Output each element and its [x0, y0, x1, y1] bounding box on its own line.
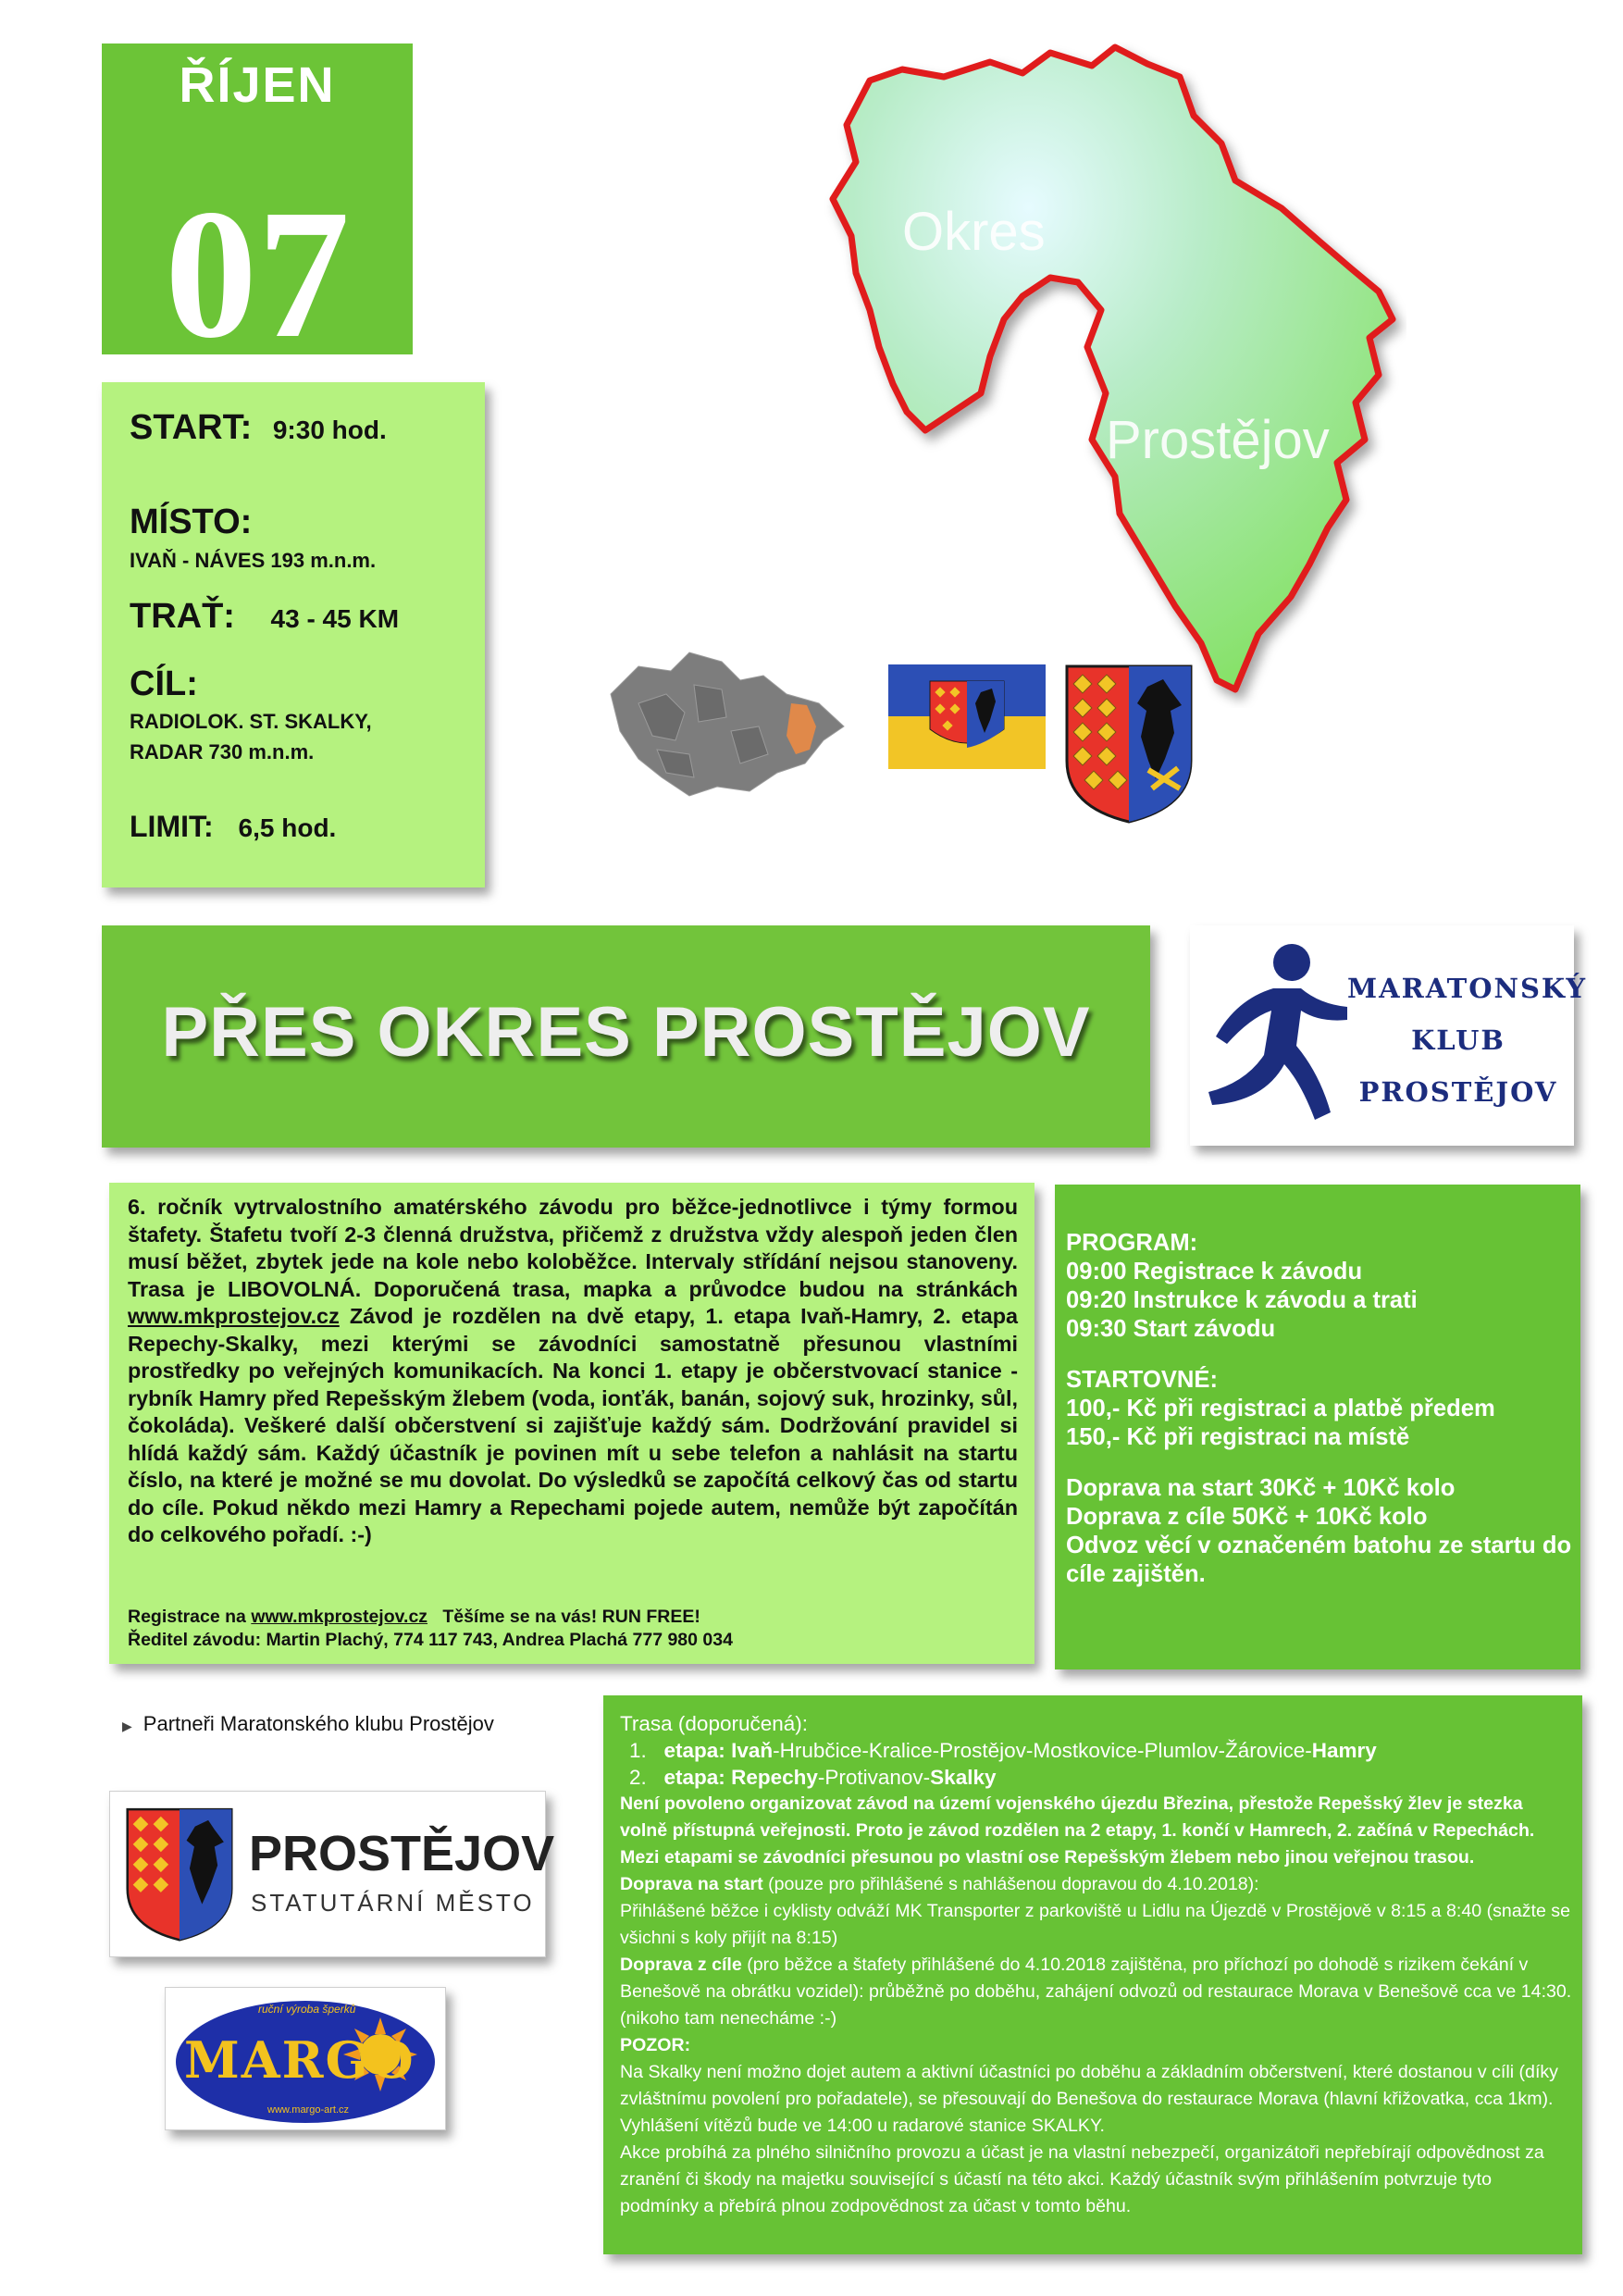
warning-text: Na Skalky není možno dojet autem a aktivní účastníci po doběhu a základním občerstvení, které dostanou v cíli (díky zvláštnímu povolení pro pořadatele), se přesouvají do Benešova do restaurace Morava (hlavní křižovatka, cca 1km). Vyhlášení vítězů bude ve 14:00 u radarové stanice SKALKY.	[620, 2062, 1558, 2136]
route-stage-2	[620, 1764, 1573, 1791]
finish-line-2: RADAR 730 m.n.m.	[130, 740, 315, 763]
description-box	[109, 1183, 1035, 1664]
city-coat-of-arms-icon	[121, 1803, 238, 1943]
route-box	[603, 1695, 1582, 2254]
disclaimer-text: Akce probíhá za plného silničního provozu a účast je na vlastní nebezpečí, organizátoři nepřebírají odpovědnost za zranění či škody na majetku související s účastí na této akci. Každý účastník svým přihlášením potvrzuje tyto podmínky a přebírá plnou zodpovědnost za účast v tomto běhu.	[620, 2142, 1544, 2216]
start-transport-label: Doprava na start	[620, 1874, 763, 1894]
description-part-1: 6. ročník vytrvalostního amatérského závodu pro běžce-jednotlivce i týmy formou štafety. Štafetu tvoří 2-3 členná družstva, přičemž z družstva vždy alespoň jeden člen musí běžet, zbytek jede na kole nebo koloběžce. Intervaly střídání nejsou stanoveny. Trasa je LIBOVOLNÁ. Doporučená trasa, mapka a průvodce budou na stránkách	[128, 1195, 1018, 1301]
margo-logo	[165, 1987, 446, 2130]
partners-label	[122, 1712, 494, 1736]
region-flag-icon	[888, 664, 1046, 769]
race-director: Ředitel závodu: Martin Plachý, 774 117 743, Andrea Plachá 777 980 034	[128, 1630, 733, 1650]
route-stage-1	[620, 1737, 1573, 1764]
czech-republic-map-icon	[601, 639, 851, 805]
club-name-line-1: MARATONSKÝ	[1347, 973, 1588, 1004]
place-value: IVAŇ - NÁVES 193 m.n.m.	[130, 549, 377, 572]
stage-waypoints: -Hrubčice-Kralice-Prostějov-Mostkovice-Plumlov-Žárovice-	[773, 1739, 1312, 1762]
partners-label-text: Partneři Maratonského klubu Prostějov	[142, 1712, 494, 1735]
map-label-okres: Okres	[902, 202, 1046, 262]
track-row	[130, 597, 399, 637]
website-link[interactable]: www.mkprostejov.cz	[128, 1304, 340, 1328]
margo-url: www.margo-art.cz	[267, 2104, 350, 2116]
program-heading: PROGRAM:	[1066, 1230, 1198, 1256]
program-box	[1055, 1185, 1580, 1669]
program-text	[1066, 1229, 1580, 1589]
start-transport-detail: Přihlášené běžce i cyklisty odváží MK Transporter z parkoviště u Lidlu na Újezdě v Prostějově v 8:15 a 8:40 (snažte se všichni s koly přijít na 8:15)	[620, 1901, 1570, 1948]
transport-item: Odvoz věcí v označeném batohu ze startu do cíle zajištěn.	[1066, 1533, 1572, 1587]
prostejov-city-logo	[109, 1791, 555, 1957]
stage-number: 2.	[629, 1766, 647, 1789]
warning-heading: POZOR:	[620, 2035, 691, 2055]
stage-end: Skalky	[930, 1766, 997, 1789]
start-value: 9:30 hod.	[272, 416, 387, 444]
route-note: Není povoleno organizovat závod na území vojenského újezdu Březina, přestože Repešský žlev je stezka volně přístupná veřejnosti. Proto je závod rozdělen na 2 etapy, 1. končí v Hamrech, 2. začíná v Repechách. Mezi etapami se závodníci přesunou po vlastní ose Repešským žlebem nebo jinou veřejnou trasou.	[620, 1793, 1535, 1868]
margo-brand: MARGO	[184, 2030, 415, 2090]
date-month: ŘÍJEN	[179, 57, 336, 113]
date-day: 07	[165, 172, 350, 377]
club-logo	[1190, 925, 1588, 1146]
title-banner	[102, 925, 1150, 1148]
club-name-line-2: KLUB	[1411, 1024, 1505, 1056]
start-transport-condition: (pouze pro přihlášené s nahlášenou dopravou do 4.10.2018):	[768, 1874, 1259, 1894]
transport-item: Doprava z cíle 50Kč + 10Kč kolo	[1066, 1504, 1428, 1530]
stage-number: 1.	[629, 1739, 647, 1762]
start-label: START:	[130, 408, 253, 447]
finish-transport	[620, 1952, 1573, 2032]
program-item: 09:20 Instrukce k závodu a trati	[1066, 1287, 1418, 1313]
program-item: 09:30 Start závodu	[1066, 1316, 1276, 1342]
city-name: PROSTĚJOV	[249, 1826, 555, 1881]
fee-item: 100,- Kč při registraci a platbě předem	[1066, 1396, 1495, 1421]
stage-start: Ivaň	[731, 1739, 774, 1762]
description-footer	[128, 1606, 733, 1652]
stage-label: etapa:	[663, 1739, 725, 1762]
club-name	[1347, 962, 1588, 1118]
start-transport	[620, 1871, 1573, 1898]
runner-icon	[1199, 935, 1357, 1138]
margo-tagline: ruční výroba šperků	[258, 2003, 356, 2016]
stage-start: Repechy	[731, 1766, 818, 1789]
finish-transport-detail: (pro běžce a štafety přihlášené do 4.10.2018 zajištěna, pro příchozí po dohodě s rizikem čekání v Benešově na obrátku vozidel): průběžně po doběhu, zahájení odvozů od restaurace Morava v Benešově cca ve 14:30. (nikoho tam nenecháme :-)	[620, 1955, 1572, 2029]
city-subtitle: STATUTÁRNÍ MĚSTO	[251, 1889, 535, 1917]
limit-value: 6,5 hod.	[238, 813, 337, 842]
track-value: 43 - 45 KM	[270, 604, 400, 633]
district-outline	[833, 47, 1393, 689]
date-box	[102, 43, 413, 377]
limit-row	[130, 810, 336, 844]
transport-item: Doprava na start 30Kč + 10Kč kolo	[1066, 1475, 1456, 1501]
route-heading: Trasa (doporučená):	[620, 1712, 809, 1735]
place-label: MÍSTO:	[130, 503, 253, 541]
registration-suffix: Těšíme se na vás! RUN FREE!	[442, 1607, 700, 1627]
fee-heading: STARTOVNÉ:	[1066, 1367, 1218, 1393]
fee-item: 150,- Kč při registraci na místě	[1066, 1424, 1410, 1450]
registration-prefix: Registrace na	[128, 1607, 246, 1627]
program-item: 09:00 Registrace k závodu	[1066, 1259, 1363, 1285]
registration-link[interactable]: www.mkprostejov.cz	[251, 1607, 428, 1627]
map-label-prostejov: Prostějov	[1106, 410, 1330, 470]
limit-label: LIMIT:	[130, 810, 214, 843]
start-row	[130, 408, 387, 448]
route-text	[620, 1710, 1573, 2220]
description-text	[128, 1194, 1018, 1549]
track-label: TRAŤ:	[130, 597, 235, 636]
district-map	[814, 42, 1406, 708]
registration-line	[128, 1606, 733, 1629]
stage-end: Hamry	[1311, 1739, 1377, 1762]
race-info-box	[102, 382, 485, 887]
stage-waypoints: -Protivanov-	[817, 1766, 931, 1789]
finish-transport-label: Doprava z cíle	[620, 1955, 742, 1975]
stage-label: etapa:	[663, 1766, 725, 1789]
bullet-triangle-icon: ▶	[122, 1719, 132, 1733]
club-name-line-3: PROSTĚJOV	[1358, 1076, 1558, 1108]
finish-line-1: RADIOLOK. ST. SKALKY,	[130, 710, 372, 733]
event-title: PŘES OKRES PROSTĚJOV	[161, 993, 1091, 1072]
finish-value	[130, 706, 372, 767]
description-part-2: Závod je rozdělen na dvě etapy, 1. etapa Ivaň-Hamry, 2. etapa Repechy-Skalky, mezi kterými se závodníci samostatně přesunou vlastními prostředky po veřejných komunikacích. Na konci 1. etapy je občerstvovací stanice - rybník Hamry před Repešským žlebem (voda, ionťák, banán, sojový suk, hrozinky, sůl, čokoláda). Veškeré další občerstvení si zajišťuje každý sám. Dodržování pravidel si hlídá každý sám. Každý účastník je povinen mít u sebe telefon a nahlásit na startu číslo, na které je možné se mu dovolat. Do výsledků se započítá celkový čas od startu do cíle. Pokud někdo mezi Hamry a Repechami pojede autem, nemůže být započítán do celkového pořadí. :-)	[128, 1304, 1018, 1546]
coat-of-arms-icon	[1059, 659, 1198, 825]
finish-label: CÍL:	[130, 664, 198, 703]
